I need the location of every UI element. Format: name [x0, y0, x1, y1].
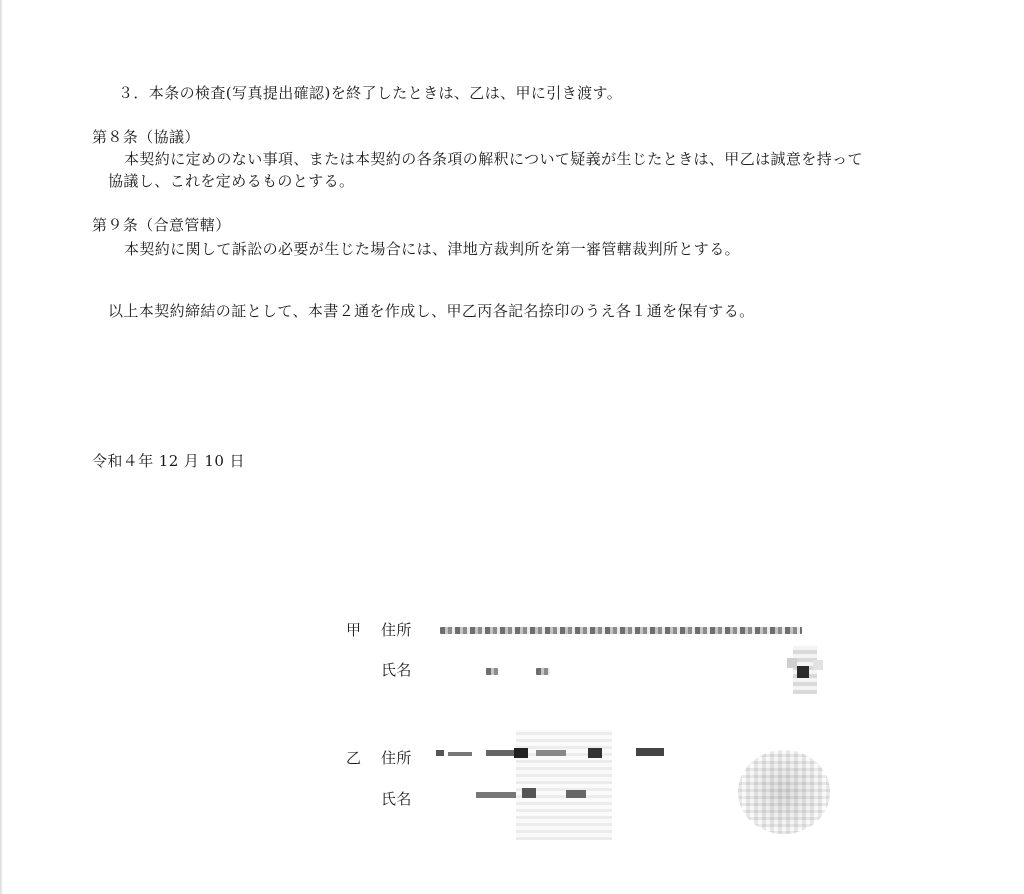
party-kou-name-label: 氏名	[381, 661, 412, 679]
article-8-line-2: 協議し、これを定めるものとする。	[108, 172, 355, 190]
party-otsu-label: 乙	[346, 749, 362, 767]
article-9-heading: 第９条（合意管轄）	[92, 216, 231, 234]
redacted-seal-kou	[783, 642, 831, 698]
redacted-name-kou-part	[536, 668, 550, 675]
party-kou-address-label: 住所	[381, 621, 412, 639]
party-kou-label: 甲	[346, 621, 362, 639]
redacted-address-otsu	[436, 730, 696, 840]
redacted-address-kou	[440, 627, 802, 634]
party-otsu-address-label: 住所	[381, 749, 412, 767]
article-8-heading: 第８条（協議）	[92, 128, 200, 146]
party-otsu-name-label: 氏名	[381, 790, 412, 808]
contract-date: 令和４年 12 月 10 日	[92, 452, 245, 470]
article-8-line-1: 本契約に定めのない事項、または本契約の各条項の解釈について疑義が生じたときは、甲乙は誠意を持って	[124, 150, 863, 168]
redacted-name-kou-part	[486, 668, 498, 675]
closing-statement: 以上本契約締結の証として、本書２通を作成し、甲乙丙各記名捺印のうえ各１通を保有する。	[108, 302, 755, 320]
page-edge-shadow	[0, 0, 3, 894]
redacted-seal-otsu	[738, 750, 830, 834]
clause-item-3: ３．本条の検査(写真提出確認)を終了したときは、乙は、甲に引き渡す。	[118, 84, 623, 102]
article-9-line-1: 本契約に関して訴訟の必要が生じた場合には、津地方裁判所を第一審管轄裁判所とする。	[124, 240, 741, 258]
